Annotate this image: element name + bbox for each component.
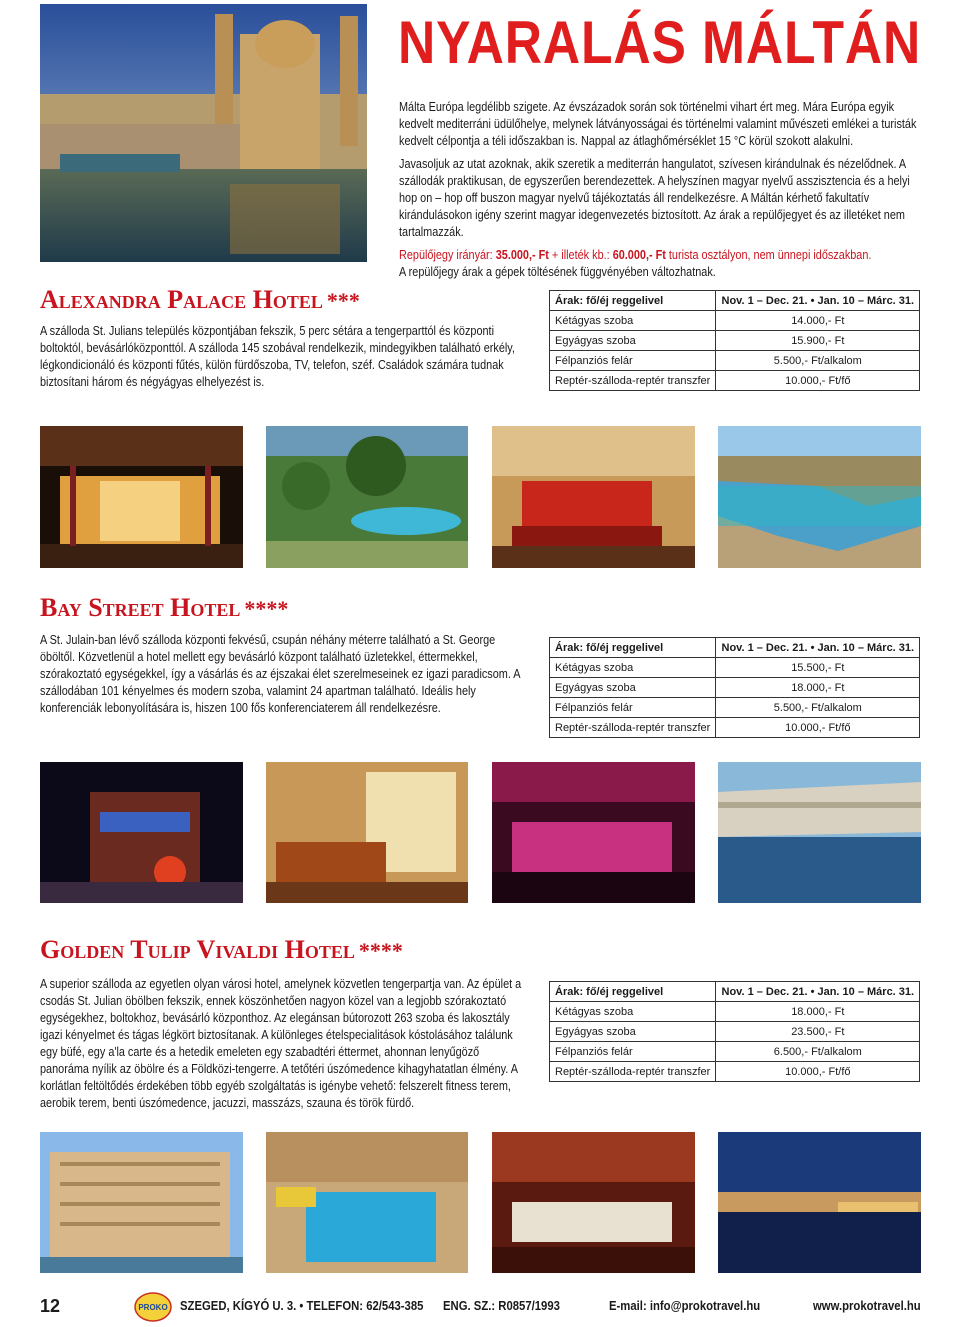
price-row: Egyágyas szoba 18.000,- Ft xyxy=(550,678,920,698)
hotel-2-photo-bay xyxy=(718,762,921,903)
intro-paragraph-2: Javasoljuk az utat azoknak, akik szeretik a mediterrán hangulatot, szívesen kirándulnak és nézelődnek. A szállodák praktikusan, de egyszerűen berendezettek. A helyszínen magyar nyelvű asszisztencia és a helyi hop on – hop off buszon magyar nyelvű tájékoztatás áll rendelkezésre. A Máltán kérhető fakultatív kirándulásokon igény szerint magyar idegenvezetés biztosított. Az árak a repülőjegyet és az illetéket nem tartalmazzák. xyxy=(399,157,910,239)
price-row: Kétágyas szoba 18.000,- Ft xyxy=(550,1002,920,1022)
price-header-row: Árak: fő/éj reggelivel Nov. 1 – Dec. 21. • Jan. 10 – Márc. 31. xyxy=(550,638,920,658)
page-number: 12 xyxy=(40,1296,61,1316)
hotel-3-photo-pool xyxy=(266,1132,468,1273)
hotel-3-photo-evening-bay xyxy=(718,1132,921,1273)
hotel-1-description: A szálloda St. Julians település központjában fekszik, 5 perc sétára a tengerparttól és központi boltoktól, bevásárlóközponttól. A szálloda 145 szobával rendelkezik, mindegyikben található erkély, légkondicionáló és központi fűtés, külön fürdőszoba, TV, telefon, széf. Családok számára tudnak biztosítani három és négyágyas elhelyezést is. xyxy=(40,324,515,389)
price-row: Kétágyas szoba 15.500,- Ft xyxy=(550,658,920,678)
hotel-1-photo-coast xyxy=(718,426,921,568)
price-row: Kétágyas szoba 14.000,- Ft xyxy=(550,311,920,331)
footer-website[interactable]: www.prokotravel.hu xyxy=(813,1298,921,1313)
price-header-row: Árak: fő/éj reggelivel Nov. 1 – Dec. 21. • Jan. 10 – Márc. 31. xyxy=(550,982,920,1002)
hotel-1-photo-bedroom xyxy=(492,426,695,568)
hotel-2-photo-night-street xyxy=(40,762,243,903)
hotel-3-price-table xyxy=(549,981,920,1082)
price-row: Reptér-szálloda-reptér transzfer 10.000,- Ft/fő xyxy=(550,1062,920,1082)
svg-text:PROKO: PROKO xyxy=(138,1303,168,1312)
price-row: Félpanziós felár 6.500,- Ft/alkalom xyxy=(550,1042,920,1062)
price-row: Félpanziós felár 5.500,- Ft/alkalom xyxy=(550,351,920,371)
price-row: Egyágyas szoba 15.900,- Ft xyxy=(550,331,920,351)
flight-price-line: Repülőjegy irányár: 35.000,- Ft + illeték kb.: 60.000,- Ft turista osztályon, nem ünnepi időszakban. xyxy=(399,248,872,262)
price-row: Reptér-szálloda-reptér transzfer 10.000,- Ft/fő xyxy=(550,371,920,391)
price-row: Félpanziós felár 5.500,- Ft/alkalom xyxy=(550,698,920,718)
footer-email[interactable]: E-mail: info@prokotravel.hu xyxy=(609,1298,761,1313)
hotel-3-photo-building xyxy=(40,1132,243,1273)
price-row: Egyágyas szoba 23.500,- Ft xyxy=(550,1022,920,1042)
proko-logo xyxy=(134,1292,172,1322)
price-header-row: Árak: fő/éj reggelivel Nov. 1 – Dec. 21. • Jan. 10 – Márc. 31. xyxy=(550,291,920,311)
hotel-2-description: A St. Julain-ban lévő szálloda központi fekvésű, csupán néhány méterre található a St. George öböltől. Közvetlenül a hotel mellett egy bevásárló központ található üzletekkel, éttermekkel, szórakoztató egységekkel, így a vásárlás és az éjszakai élet szerelmeseinek ez igazi paradicsom. A szállodában 101 kényelmes és modern szoba, valamint 24 apartman található. Ideális hely konferenciák lebonyolítására is, hiszen 100 fős konferenciaterem áll rendelkezésre. xyxy=(40,633,520,715)
footer-license: ENG. SZ.: R0857/1993 xyxy=(443,1298,560,1313)
flight-price-note: A repülőjegy árak a gépek töltésének függvényében változhatnak. xyxy=(399,265,716,279)
hotel-2-photo-bar xyxy=(492,762,695,903)
hotel-3-description: A superior szálloda az egyetlen olyan városi hotel, amelynek közvetlen tengerpartja van. Az épület a csodás St. Julian öbölben fekszik, ennek köszönhetően nagyon közel van a legjobb szórakoztató egységekhez, boltokhoz, bevásárló központhoz. Az elegánsan bútorozott 263 szoba és lakosztály igazi kényelmet és tágas légkört biztosítanak. A különleges ételspecialitások kóstolásához találunk egy büfé, egy a'la carte és a hetedik emeleten egy szabadtéri éttermet, ahonnan lenyűgöző panoráma nyílik az öbölre és a Földközi-tengerre. A tetőtéri úszómedence kihagyhatatlan élmény. A korlátlan feltöltődés érdekében több egyéb szolgáltatás is igénybe vehető: felszerelt fitness terem, aerobik terem, benti úszómedence, jacuzzi, masszázs, szauna és török fürdő. xyxy=(40,977,522,1110)
intro-text xyxy=(399,99,927,281)
hotel-2-photo-room xyxy=(266,762,468,903)
intro-paragraph-1: Málta Európa legdélibb szigete. Az évszázadok során sok történelmi vihart ért meg. Mára Európa egyik kedvelt mediterráni üdülőhelye, melynek látványosságai és történelmi valamint művészeti emlékei a turisták kedvelt célpontja a téli időszakban is. Nappal az átlaghőmérséklet 15 °C körül szokott alakulni. xyxy=(399,100,917,148)
malta-harbour-photo xyxy=(40,4,367,262)
hotel-1-photo-pool xyxy=(266,426,468,568)
hotel-3-title: Golden Tulip Vivaldi Hotel **** xyxy=(40,935,403,964)
hotel-1-photo-entrance xyxy=(40,426,243,568)
price-row: Reptér-szálloda-reptér transzfer 10.000,- Ft/fő xyxy=(550,718,920,738)
hotel-1-title: Alexandra Palace Hotel *** xyxy=(40,285,360,314)
footer-address: SZEGED, KÍGYÓ U. 3. • TELEFON: 62/543-385 xyxy=(180,1298,424,1313)
hotel-1-price-table xyxy=(549,290,920,391)
page-title: NYARALÁS MÁLTÁN xyxy=(398,9,922,76)
hotel-2-title: Bay Street Hotel **** xyxy=(40,593,289,622)
hotel-2-price-table xyxy=(549,637,920,738)
hotel-3-photo-restaurant xyxy=(492,1132,695,1273)
